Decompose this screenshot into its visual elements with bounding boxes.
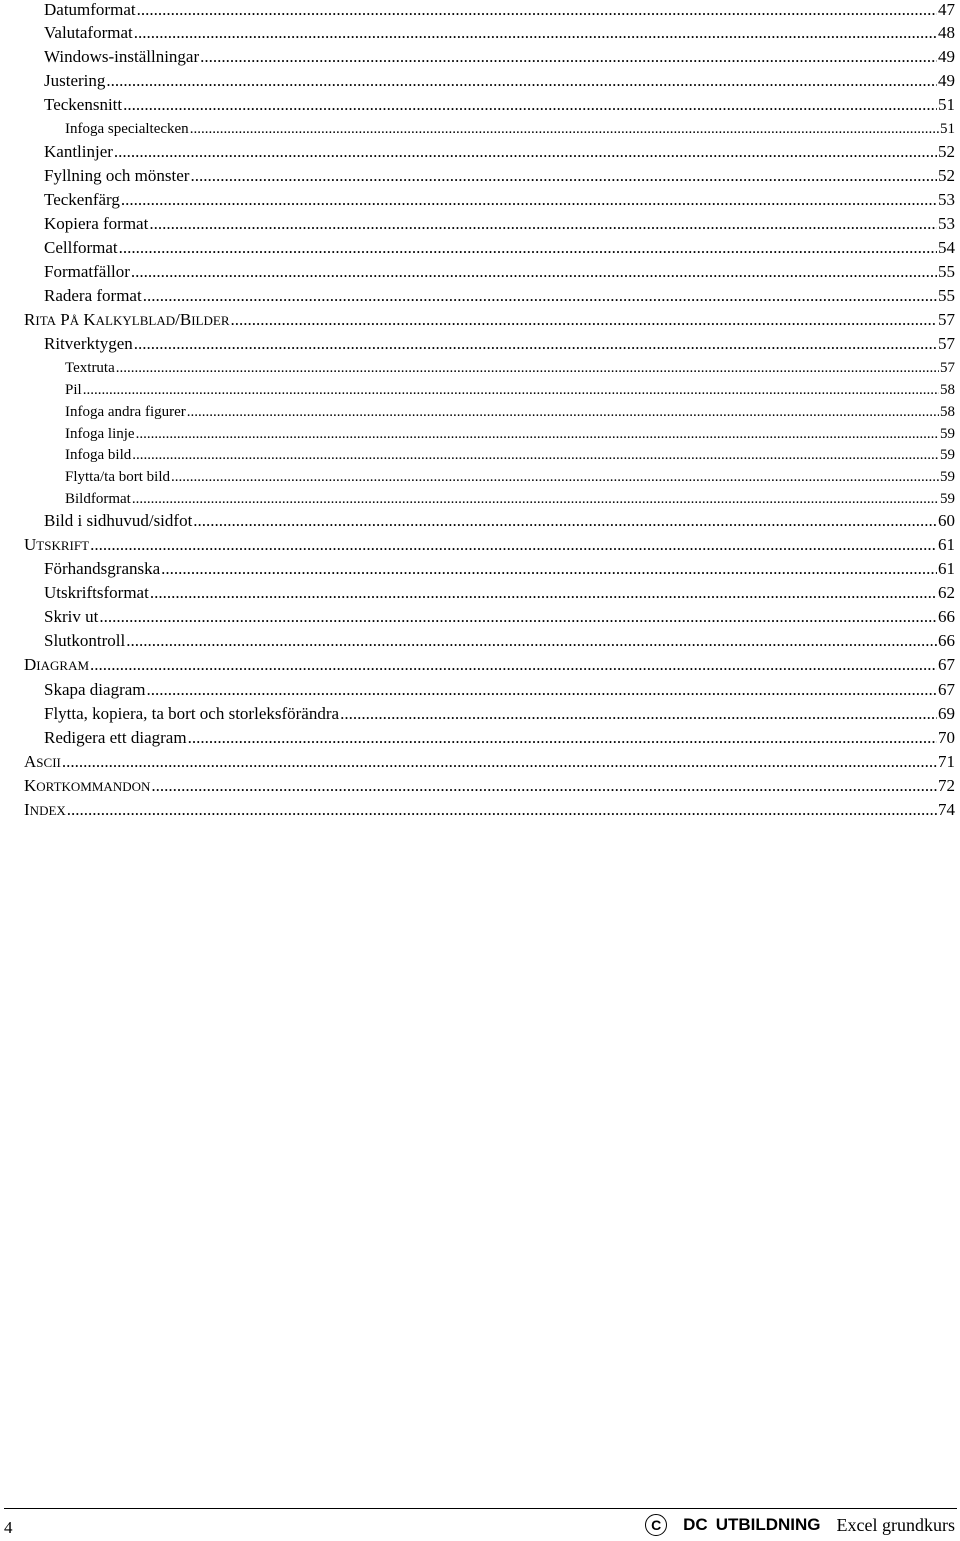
- toc-leader-dots: [171, 467, 939, 487]
- toc-entry-label: Pil: [65, 382, 82, 398]
- toc-leader-dots: [131, 262, 937, 282]
- toc-entry-label: Teckenfärg: [44, 190, 120, 209]
- toc-entry-label: Fyllning och mönster: [44, 166, 190, 185]
- toc-entry[interactable]: [0, 262, 955, 282]
- toc-leader-dots: [106, 71, 937, 91]
- toc-leader-dots: [136, 424, 939, 444]
- toc-entry-page: 58: [940, 382, 955, 398]
- toc-entry-page: 55: [938, 262, 955, 281]
- toc-entry-label: Radera format: [44, 286, 142, 305]
- footer-page-number: 4: [4, 1518, 13, 1537]
- toc-entry-page: 47: [938, 0, 955, 19]
- toc-entry[interactable]: [0, 95, 955, 115]
- toc-entry-page: 59: [940, 447, 955, 463]
- footer-brand: [645, 1514, 955, 1536]
- toc-entry[interactable]: [0, 511, 955, 531]
- toc-entry-page: 51: [940, 121, 955, 137]
- toc-entry-page: 52: [938, 166, 955, 185]
- brand-utbildning: UTBILDNING: [715, 1515, 821, 1534]
- toc-leader-dots: [90, 535, 937, 555]
- toc-entry[interactable]: [0, 467, 955, 487]
- toc-entry-page: 57: [938, 334, 955, 353]
- toc-entry-page: 69: [938, 704, 955, 723]
- toc-leader-dots: [134, 23, 937, 43]
- toc-entry-label: Infoga bild: [65, 447, 132, 463]
- toc-entry[interactable]: [0, 310, 955, 331]
- toc-entry[interactable]: [0, 238, 955, 258]
- toc-entry-label: Bild i sidhuvud/sidfot: [44, 511, 193, 530]
- toc-leader-dots: [340, 704, 937, 724]
- toc-leader-dots: [90, 655, 937, 675]
- toc-entry[interactable]: [0, 166, 955, 186]
- toc-entry[interactable]: [0, 424, 955, 444]
- toc-entry-label: UTSKRIFT: [24, 535, 90, 554]
- toc-entry-label: Kantlinjer: [44, 142, 113, 161]
- toc-entry-page: 61: [938, 559, 955, 578]
- toc-leader-dots: [193, 511, 937, 531]
- toc-entry-page: 57: [940, 360, 955, 376]
- toc-entry[interactable]: [0, 655, 955, 676]
- toc-entry-page: 55: [938, 286, 955, 305]
- toc-leader-dots: [132, 489, 939, 509]
- toc-leader-dots: [132, 445, 939, 465]
- toc-entry-page: 70: [938, 728, 955, 747]
- toc-entry-page: 59: [940, 491, 955, 507]
- toc-entry-page: 59: [940, 469, 955, 485]
- toc-entry-label: RITA PÅ KALKYLBLAD/BILDER: [24, 310, 230, 329]
- toc-entry-label: Infoga linje: [65, 426, 135, 442]
- toc-entry[interactable]: [0, 0, 955, 20]
- toc-entry-page: 57: [938, 310, 955, 329]
- toc-leader-dots: [151, 776, 937, 796]
- toc-leader-dots: [190, 119, 939, 139]
- toc-entry-page: 54: [938, 238, 955, 257]
- toc-leader-dots: [134, 334, 937, 354]
- course-title: Excel grundkurs: [836, 1514, 955, 1535]
- toc-leader-dots: [99, 607, 937, 627]
- toc-entry-page: 60: [938, 511, 955, 530]
- toc-entry[interactable]: [0, 23, 955, 43]
- toc-entry-page: 53: [938, 214, 955, 233]
- toc-entry-label: Infoga specialtecken: [65, 121, 189, 137]
- brand-dc: DC: [683, 1515, 708, 1534]
- toc-entry[interactable]: [0, 71, 955, 91]
- toc-leader-dots: [62, 752, 937, 772]
- toc-leader-dots: [150, 583, 937, 603]
- brand-name: [683, 1515, 828, 1535]
- toc-entry[interactable]: [0, 489, 955, 509]
- toc-entry-page: 51: [938, 95, 955, 114]
- toc-entry[interactable]: [0, 334, 955, 354]
- toc-entry-page: 71: [938, 752, 955, 771]
- toc-entry-label: Flytta/ta bort bild: [65, 469, 170, 485]
- toc-entry[interactable]: [0, 776, 955, 797]
- toc-entry-label: Cellformat: [44, 238, 118, 257]
- toc-leader-dots: [147, 680, 938, 700]
- toc-leader-dots: [83, 380, 939, 400]
- footer-divider: [4, 1508, 957, 1509]
- toc-entry[interactable]: [0, 380, 955, 400]
- toc-entry-label: Flytta, kopiera, ta bort och storleksförändra: [44, 704, 340, 723]
- toc-entry[interactable]: [0, 47, 955, 67]
- toc-leader-dots: [188, 728, 937, 748]
- toc-leader-dots: [137, 0, 937, 20]
- toc-leader-dots: [67, 800, 937, 820]
- toc-entry-page: 62: [938, 583, 955, 602]
- toc-entry[interactable]: [0, 445, 955, 465]
- toc-entry-page: 59: [940, 426, 955, 442]
- toc-entry[interactable]: [0, 214, 955, 234]
- toc-entry-label: Redigera ett diagram: [44, 728, 187, 747]
- toc-entry-label: Textruta: [65, 360, 115, 376]
- toc-entry[interactable]: [0, 535, 955, 556]
- toc-leader-dots: [149, 214, 937, 234]
- toc-entry[interactable]: [0, 680, 955, 700]
- toc-entry-label: Datumformat: [44, 0, 136, 19]
- copyright-icon: C: [645, 1514, 667, 1536]
- toc-entry-label: Skriv ut: [44, 607, 99, 626]
- toc-entry-page: 49: [938, 47, 955, 66]
- toc-entry-label: Infoga andra figurer: [65, 404, 186, 420]
- toc-entry-label: Justering: [44, 71, 106, 90]
- toc-leader-dots: [143, 286, 937, 306]
- toc-entry-label: INDEX: [24, 800, 66, 819]
- toc-entry-label: KORTKOMMANDON: [24, 776, 151, 795]
- toc-entry-page: 66: [938, 631, 955, 650]
- toc-leader-dots: [121, 190, 937, 210]
- toc-leader-dots: [116, 358, 939, 378]
- toc-entry[interactable]: [0, 559, 955, 579]
- toc-leader-dots: [114, 142, 937, 162]
- toc-entry[interactable]: [0, 119, 955, 139]
- toc-entry-label: Bildformat: [65, 491, 131, 507]
- toc-entry-label: DIAGRAM: [24, 655, 90, 674]
- toc-leader-dots: [231, 310, 938, 330]
- toc-entry[interactable]: [0, 190, 955, 210]
- toc-entry[interactable]: [0, 704, 955, 724]
- toc-leader-dots: [190, 166, 937, 186]
- toc-entry[interactable]: [0, 402, 955, 422]
- toc-entry-page: 67: [938, 680, 955, 699]
- toc-entry-label: ASCII: [24, 752, 61, 771]
- toc-entry[interactable]: [0, 583, 955, 603]
- toc-entry-label: Skapa diagram: [44, 680, 146, 699]
- toc-entry-label: Formatfällor: [44, 262, 130, 281]
- toc-entry-label: Kopiera format: [44, 214, 149, 233]
- toc-entry-page: 52: [938, 142, 955, 161]
- toc-entry[interactable]: [0, 607, 955, 627]
- toc-entry-page: 58: [940, 404, 955, 420]
- toc-entry[interactable]: [0, 728, 955, 748]
- toc-entry[interactable]: [0, 800, 955, 821]
- toc-entry-page: 48: [938, 23, 955, 42]
- toc-entry-page: 74: [938, 800, 955, 819]
- toc-leader-dots: [200, 47, 937, 67]
- toc-entry[interactable]: [0, 358, 955, 378]
- toc-leader-dots: [161, 559, 937, 579]
- toc-leader-dots: [123, 95, 937, 115]
- toc-entry-page: 49: [938, 71, 955, 90]
- toc-entry-label: Utskriftsformat: [44, 583, 149, 602]
- toc-entry-page: 53: [938, 190, 955, 209]
- toc-entry-page: 72: [938, 776, 955, 795]
- toc-entry[interactable]: [0, 286, 955, 306]
- toc-entry[interactable]: [0, 752, 955, 773]
- toc-entry[interactable]: [0, 142, 955, 162]
- toc-entry-label: Windows-inställningar: [44, 47, 200, 66]
- toc-leader-dots: [187, 402, 939, 422]
- toc-entry-label: Slutkontroll: [44, 631, 126, 650]
- toc-entry-page: 61: [938, 535, 955, 554]
- toc-entry-label: Valutaformat: [44, 23, 133, 42]
- toc-leader-dots: [126, 631, 937, 651]
- toc-entry[interactable]: [0, 631, 955, 651]
- toc-entry-label: Ritverktygen: [44, 334, 133, 353]
- toc-entry-label: Förhandsgranska: [44, 559, 161, 578]
- toc-entry-page: 67: [938, 655, 955, 674]
- toc-leader-dots: [119, 238, 937, 258]
- toc-entry-label: Teckensnitt: [44, 95, 123, 114]
- toc-entry-page: 66: [938, 607, 955, 626]
